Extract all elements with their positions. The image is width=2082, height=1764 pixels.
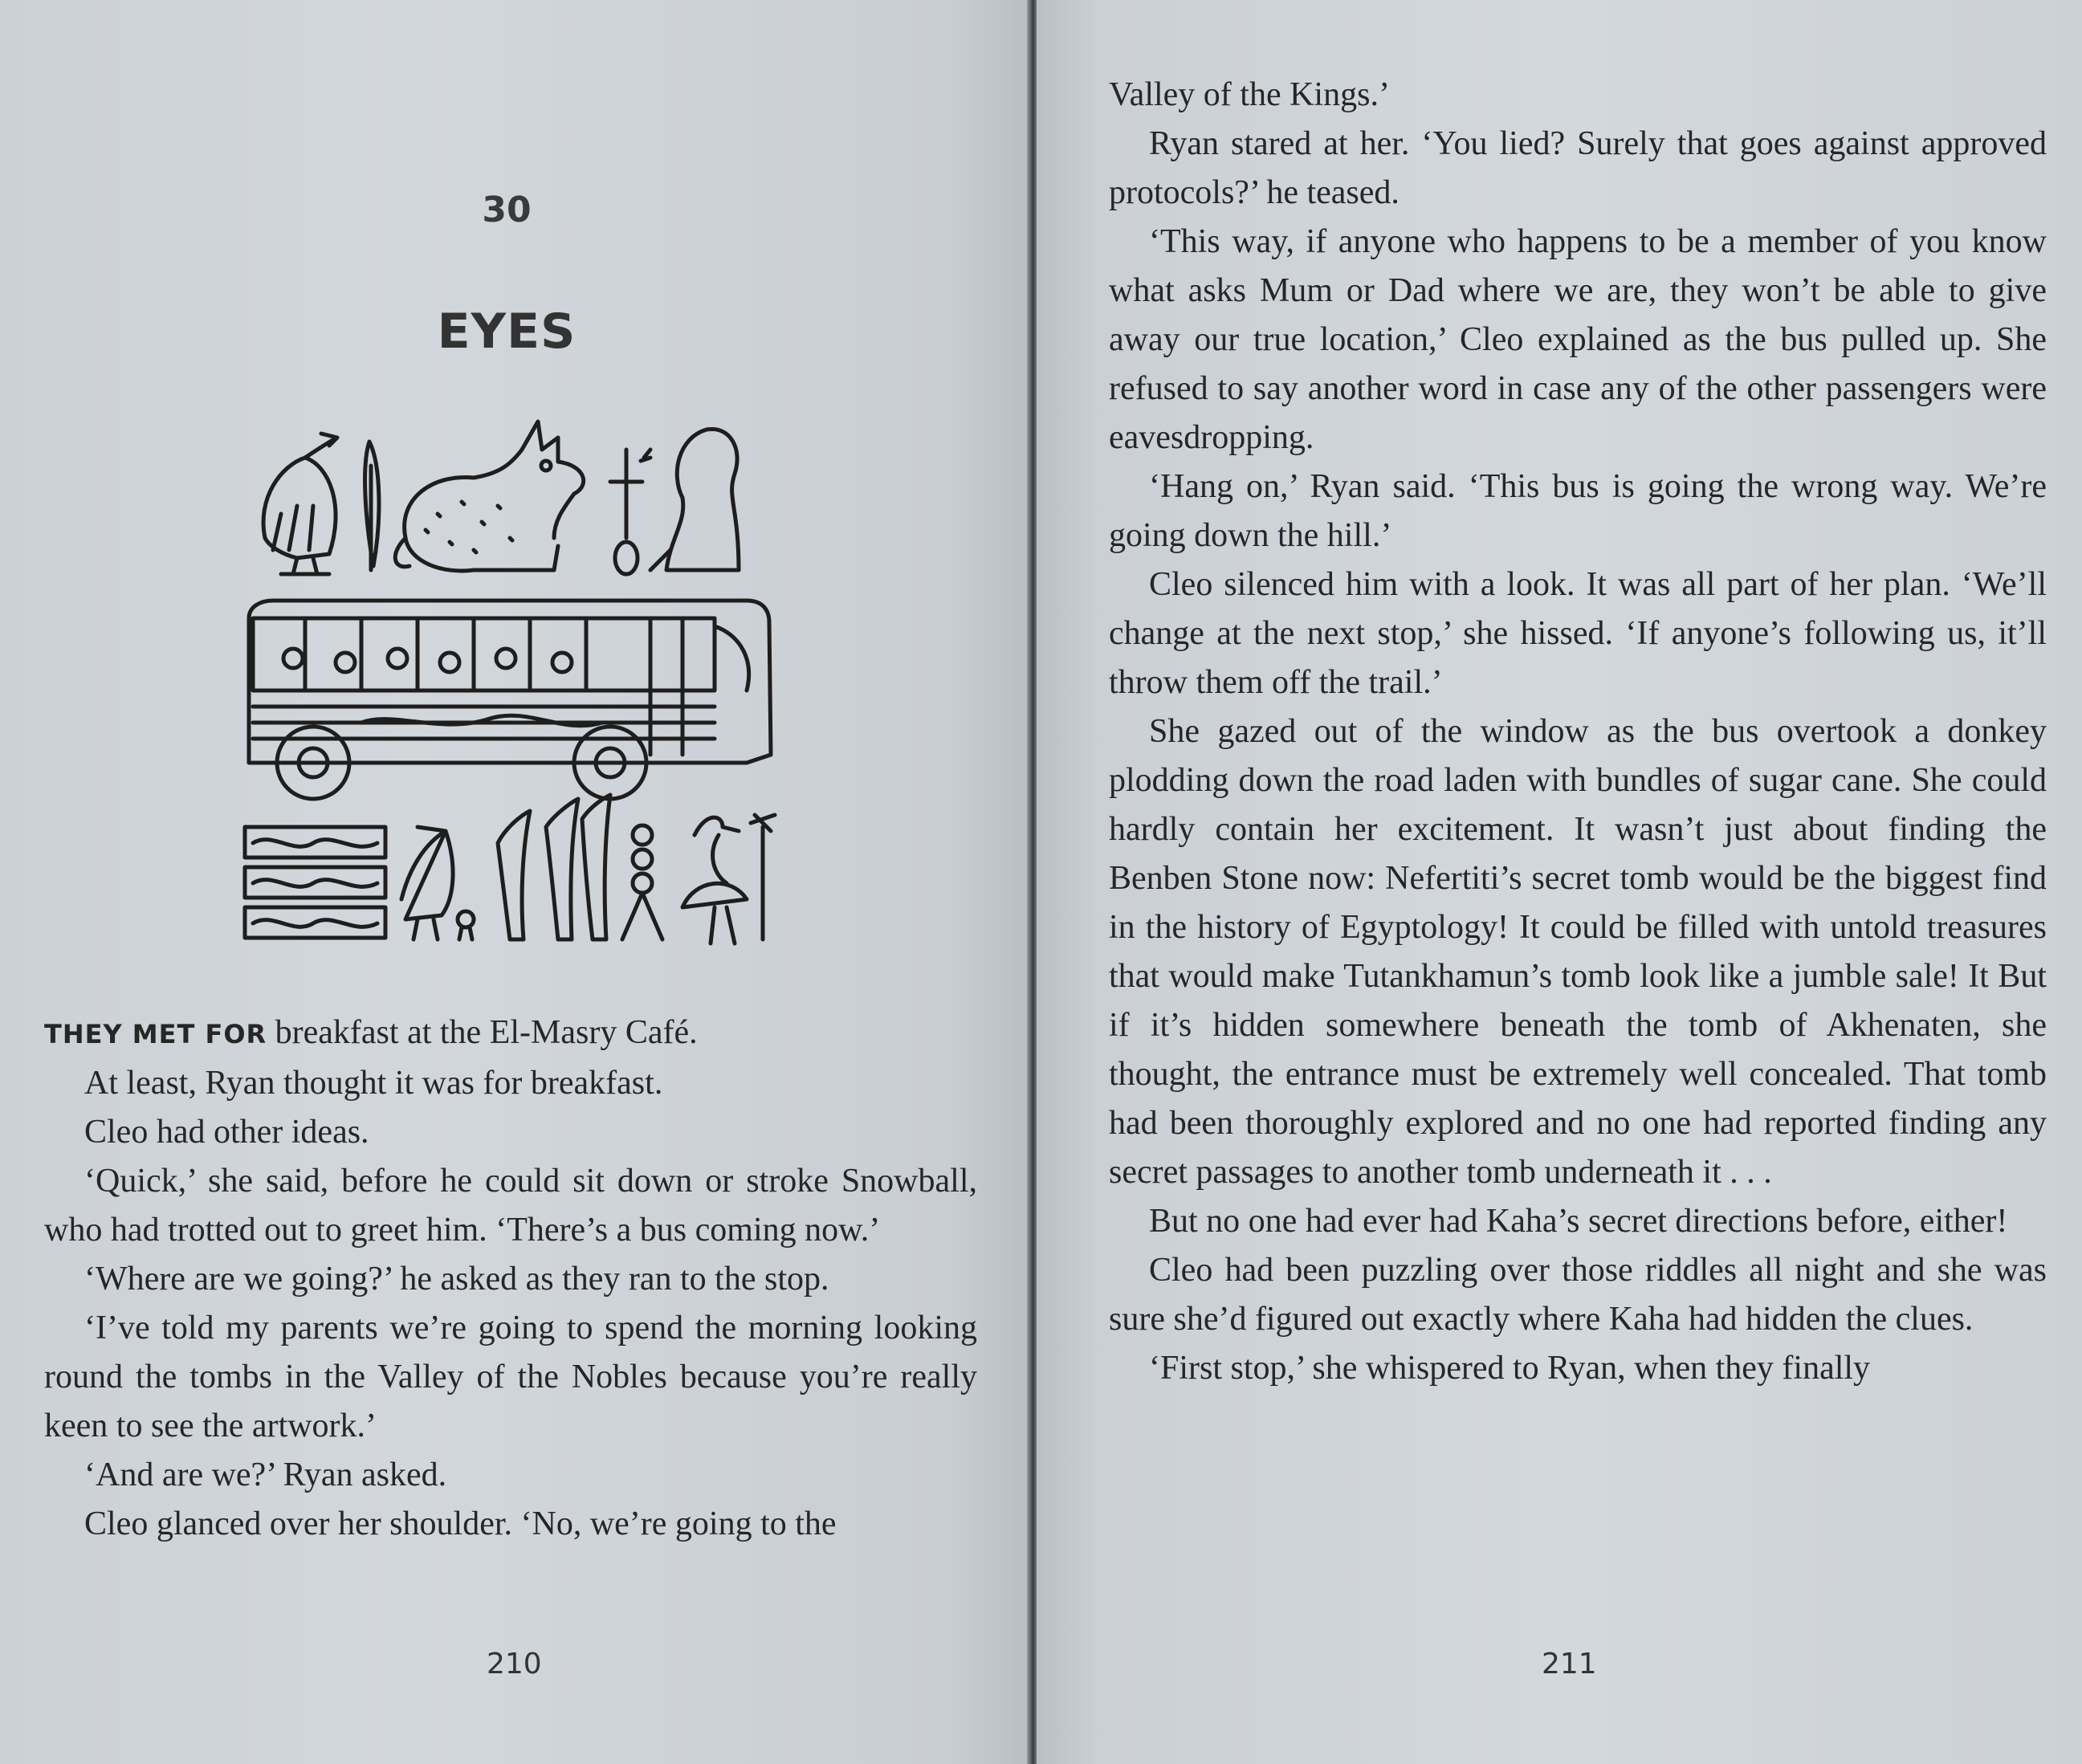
first-paragraph [44, 1008, 977, 1059]
water-ripple-glyph-icon [245, 827, 385, 938]
first-paragraph-text: breakfast at the El-Masry Café. [267, 1014, 698, 1051]
left-body-text [44, 1008, 977, 1549]
continued-paragraph: Valley of the Kings.’ [1109, 76, 1390, 113]
lead-in: THEY MET FOR [44, 1019, 267, 1049]
hieroglyph-bus-illustration [233, 418, 779, 955]
paragraph: ‘First stop,’ she whispered to Ryan, when they finally [1149, 1350, 1871, 1387]
left-page [0, 0, 1029, 1764]
right-body-text [1109, 71, 2047, 1393]
seated-figure-glyph-icon [650, 429, 739, 570]
paragraph: ‘I’ve told my parents we’re going to spend the morning looking round the tombs in the Valley of the Nobles because you’re really keen to see the artwork.’ [44, 1310, 977, 1444]
paragraph: But no one had ever had Kaha’s secret directions before, either! [1149, 1203, 2008, 1240]
chapter-title: EYES [437, 304, 577, 360]
bus-icon [249, 601, 771, 799]
paragraph: She gazed out of the window as the bus overtook a donkey plodding down the road laden with bundles of sugar cane. She could hardly contain her excitement. It wasn’t just about finding the Benben Stone now: Nefertiti’s secret tomb would be the biggest find in the history of Egyptology! It could be filled with untold treasures that would make Tutankhamun’s tomb look like a jumble sale! It But if it’s hidden somewhere beneath the tomb of Akhenaten, she thought, the entrance must be extremely well concealed. That tomb had been thoroughly explored and no one had reported finding any secret passages to another tomb underneath it . . . [1109, 713, 2047, 1191]
vulture-glyph-icon [263, 434, 337, 574]
paragraph: Cleo glanced over her shoulder. ‘No, we’re going to the [84, 1505, 837, 1542]
bird-glyph-icon [401, 827, 474, 939]
paragraph: At least, Ryan thought it was for breakfast. [84, 1065, 663, 1102]
paragraph: ‘Where are we going?’ he asked as they ran to the stop. [84, 1261, 829, 1298]
paragraph: Cleo had other ideas. [84, 1114, 369, 1151]
feather-glyph-icon [365, 442, 379, 570]
paragraph: ‘Quick,’ she said, before he could sit down or stroke Snowball, who had trotted out to greet him. ‘There’s a bus coming now.’ [44, 1163, 977, 1249]
paragraph: Ryan stared at her. ‘You lied? Surely that goes against approved protocols?’ he teased. [1109, 125, 2047, 211]
page-number: 210 [487, 1648, 542, 1680]
staff-glyph-icon [751, 815, 775, 939]
paragraph: Cleo silenced him with a look. It was all part of her plan. ‘We’ll change at the next stop,’ she hissed. ‘If anyone’s following us, it’ll throw them off the trail.’ [1109, 566, 2047, 701]
stick-figure-glyph-icon [622, 825, 662, 939]
right-page [1037, 0, 2082, 1764]
cross-glyph-icon [610, 450, 650, 574]
paragraph: ‘This way, if anyone who happens to be a member of you know what asks Mum or Dad where we are, they won’t be able to give away our true location,’ Cleo explained as the bus pulled up. She refused to say another word in case any of the other passengers were eavesdropping. [1109, 223, 2047, 456]
page-number: 211 [1542, 1648, 1597, 1680]
paragraph: Cleo had been puzzling over those riddles all night and she was sure she’d figured out exactly where Kaha had hidden the clues. [1109, 1252, 2047, 1338]
chapter-number: 30 [482, 189, 532, 230]
heron-glyph-icon [682, 817, 747, 943]
reed-glyph-icon [498, 795, 610, 939]
cat-glyph-icon [395, 422, 583, 571]
paragraph: ‘Hang on,’ Ryan said. ‘This bus is going the wrong way. We’re going down the hill.’ [1109, 468, 2047, 554]
paragraph: ‘And are we?’ Ryan asked. [84, 1456, 447, 1493]
